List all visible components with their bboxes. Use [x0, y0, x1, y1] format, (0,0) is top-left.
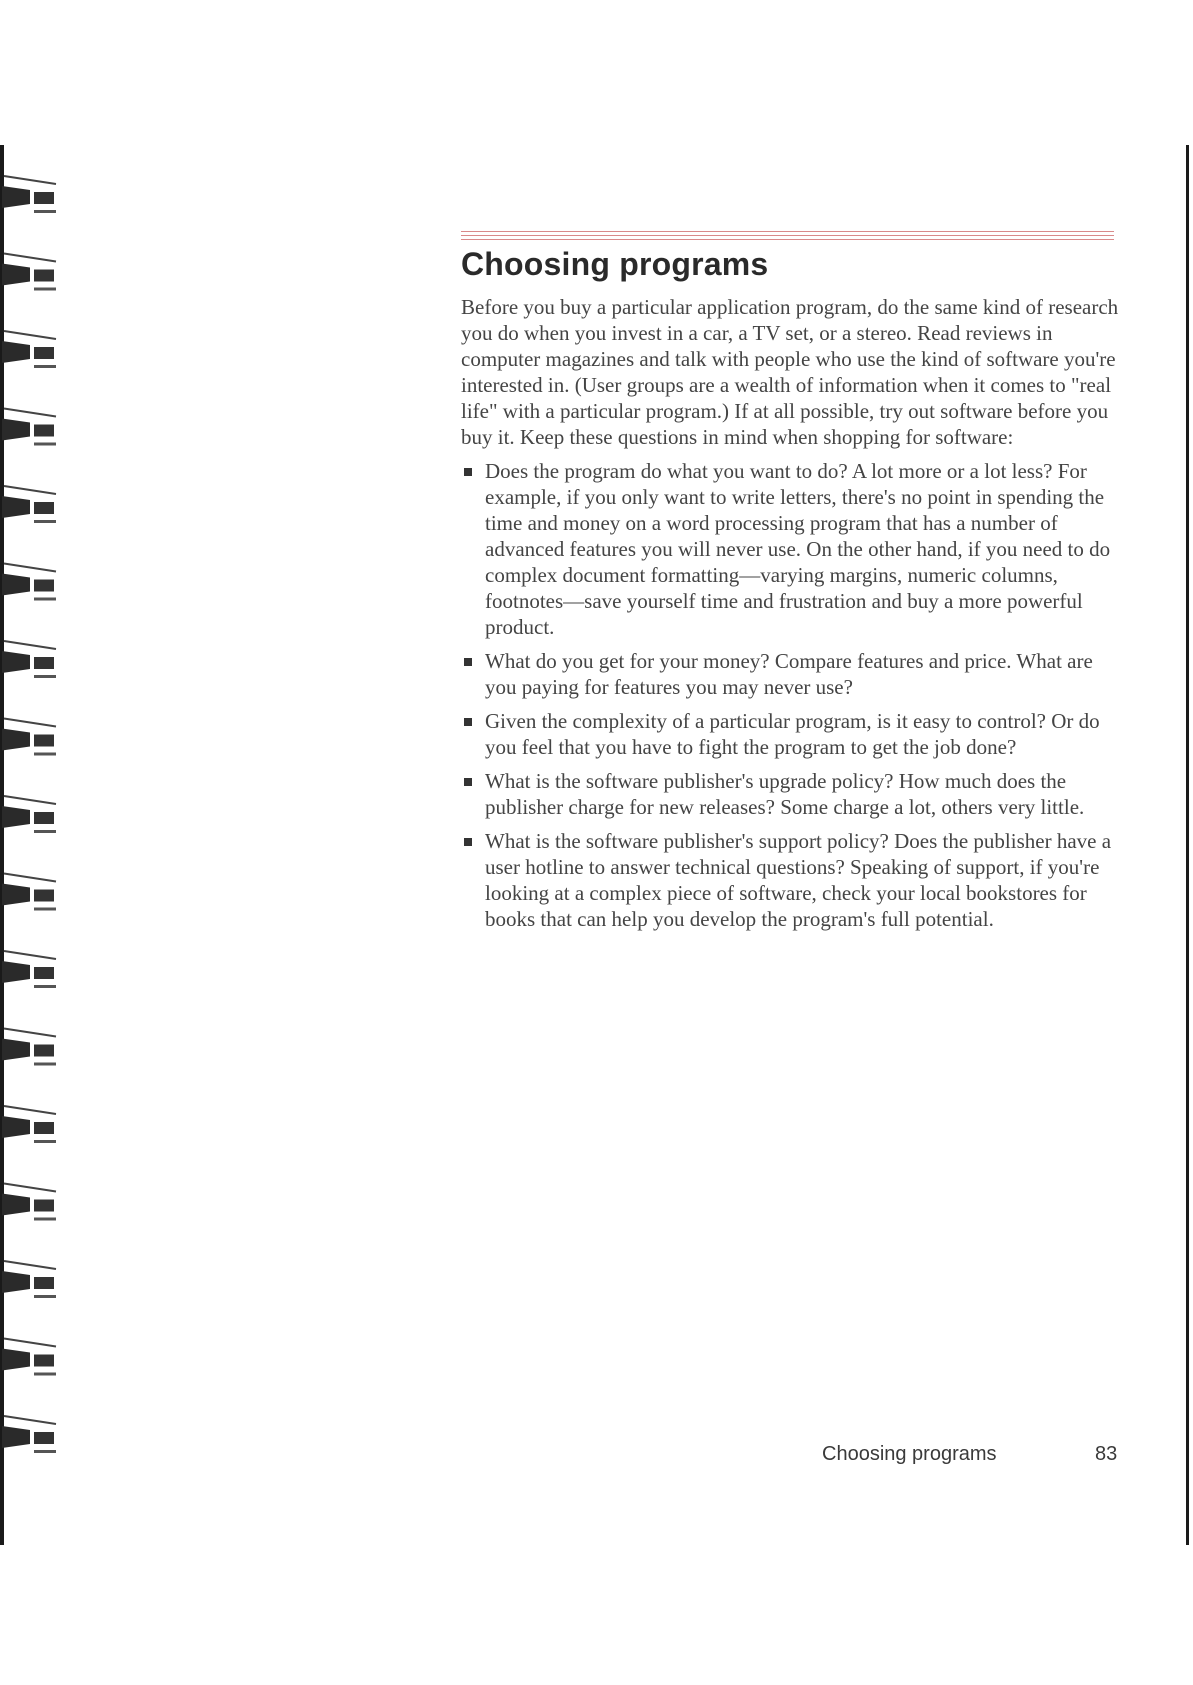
- square-bullet-icon: [464, 468, 472, 476]
- intro-paragraph: Before you buy a particular application program, do the same kind of research you do when you invest in a car, a TV set, or a stereo. Read reviews in computer magazines and talk with people who use the kind of software you're interested in. (User groups are a wealth of information when it comes to "real life" with a particular program.) If at all possible, try out software before you buy it. Keep these questions in mind when shopping for software:: [461, 295, 1119, 449]
- binding-coil: [2, 1029, 56, 1066]
- binding-coil: [2, 486, 56, 523]
- binding-coil: [2, 1261, 56, 1298]
- binding-coil: [2, 874, 56, 911]
- list-item: [461, 768, 1123, 820]
- list-item-text: What do you get for your money? Compare features and price. What are you paying for features you may never use?: [485, 649, 1093, 699]
- list-item: [461, 708, 1123, 760]
- list-item-text: Does the program do what you want to do? A lot more or a lot less? For example, if you only want to write letters, there's no point in spending the time and money on a word processing program that has a number of advanced features you will never use. On the other hand, if you need to do complex document formatting—varying margins, numeric columns, footnotes—save yourself time and frustration and buy a more powerful product.: [485, 459, 1111, 639]
- binding-coil: [2, 796, 56, 833]
- square-bullet-icon: [464, 718, 472, 726]
- square-bullet-icon: [464, 778, 472, 786]
- page-body: [461, 294, 1123, 940]
- list-item: [461, 648, 1123, 700]
- page-right-edge: [1186, 145, 1189, 1545]
- list-item: [461, 458, 1123, 640]
- list-item-text: What is the software publisher's support policy? Does the publisher have a user hotline to answer technical questions? Speaking of support, if you're looking at a complex piece of software, check your local bookstores for books that can help you develop the program's full potential.: [485, 829, 1112, 931]
- running-footer-title: Choosing programs: [822, 1443, 997, 1465]
- title-rules: [461, 231, 1114, 243]
- binding-coil: [2, 409, 56, 446]
- binding-coil: [2, 331, 56, 368]
- binding-coil: [2, 254, 56, 291]
- list-item-text: What is the software publisher's upgrade policy? How much does the publisher charge for new releases? Some charge a lot, others very little.: [485, 769, 1085, 819]
- page-title: Choosing programs: [461, 246, 769, 282]
- binding-coil: [2, 1339, 56, 1376]
- binding-coil: [2, 1416, 56, 1453]
- square-bullet-icon: [464, 838, 472, 846]
- binding-coil: [2, 1184, 56, 1221]
- binding-coil: [2, 564, 56, 601]
- square-bullet-icon: [464, 658, 472, 666]
- question-list: [461, 458, 1123, 932]
- binding-coil: [2, 641, 56, 678]
- spiral-binding: [0, 145, 70, 1545]
- binding-coil: [2, 951, 56, 988]
- list-item: [461, 828, 1123, 932]
- binding-coil: [2, 1106, 56, 1143]
- binding-coil: [2, 719, 56, 756]
- page-number: 83: [1095, 1443, 1118, 1465]
- binding-coil: [2, 176, 56, 213]
- list-item-text: Given the complexity of a particular program, is it easy to control? Or do you feel that you have to fight the program to get the job done?: [485, 709, 1100, 759]
